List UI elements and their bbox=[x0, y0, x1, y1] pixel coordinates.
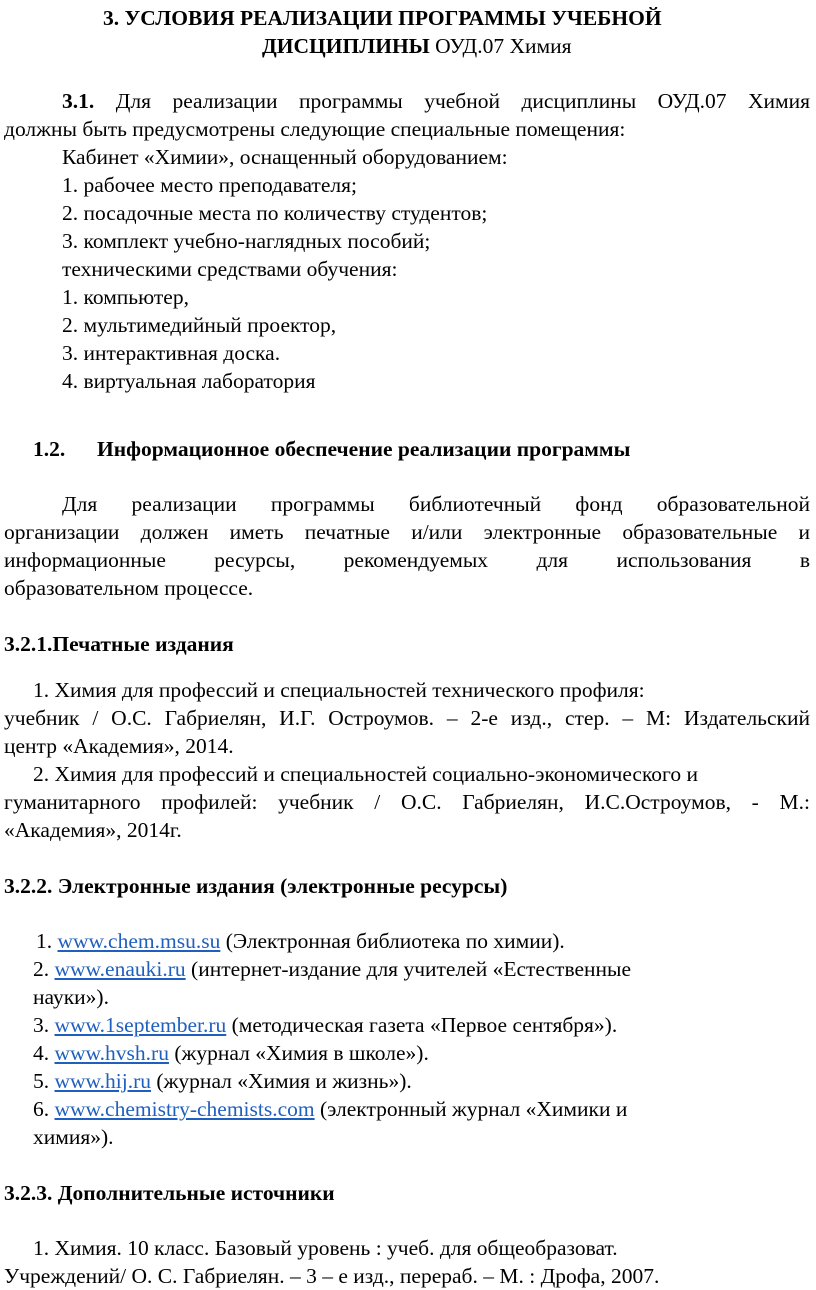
equipment-item: 1. рабочее место преподавателя; bbox=[62, 173, 357, 197]
section-3-2-1-heading: 3.2.1.Печатные издания bbox=[4, 632, 234, 656]
page-title-line-2 bbox=[262, 32, 572, 60]
printed-item-line: 1. Химия для профессий и специальностей технического профиля: bbox=[33, 678, 645, 702]
printed-item-line: «Академия», 2014г. bbox=[4, 818, 182, 842]
resource-number: 3. bbox=[33, 1013, 55, 1037]
resource-item bbox=[33, 1039, 429, 1067]
resource-item bbox=[33, 955, 631, 983]
section-3-1-intro-line-2: должны быть предусмотрены следующие специальные помещения: bbox=[4, 117, 626, 141]
resource-item bbox=[33, 1095, 627, 1123]
resource-number: 2. bbox=[33, 957, 55, 981]
section-1-2-heading: Информационное обеспечение реализации программы bbox=[97, 437, 631, 461]
resource-description: (журнал «Химия в школе»). bbox=[168, 1041, 429, 1065]
equipment-item: 2. посадочные места по количеству студентов; bbox=[62, 201, 488, 225]
page-title-bold: ДИСЦИПЛИНЫ bbox=[262, 34, 430, 58]
resource-description: (журнал «Химия и жизнь»). bbox=[151, 1069, 412, 1093]
resource-number: 1. bbox=[36, 929, 58, 953]
section-3-1-number: 3.1. bbox=[62, 89, 95, 113]
resource-item-continuation: химия»). bbox=[33, 1125, 114, 1149]
resource-link[interactable]: www.hvsh.ru bbox=[54, 1041, 169, 1065]
resource-link[interactable]: www.hij.ru bbox=[54, 1069, 152, 1093]
equipment-item: 3. комплект учебно-наглядных пособий; bbox=[62, 229, 431, 253]
resource-description: (Электронная библиотека по химии). bbox=[220, 929, 565, 953]
resource-description: (интернет-издание для учителей «Естественные bbox=[185, 957, 632, 981]
tech-item: 3. интерактивная доска. bbox=[62, 341, 281, 365]
resource-description: (электронный журнал «Химики и bbox=[314, 1097, 628, 1121]
section-3-1-intro-line-1 bbox=[62, 87, 810, 115]
paragraph-line: Для реализации программы библиотечный фонд образовательной bbox=[62, 492, 810, 516]
additional-source-line: Учреждений/ О. С. Габриелян. – 3 – е изд., перераб. – М. : Дрофа, 2007. bbox=[4, 1264, 660, 1288]
resource-item-continuation: науки»). bbox=[33, 985, 109, 1009]
printed-item-line: гуманитарного профилей: учебник / О.С. Габриелян, И.С.Остроумов, - М.: bbox=[4, 790, 810, 814]
printed-item-line: учебник / О.С. Габриелян, И.Г. Остроумов. – 2-е изд., стер. – М: Издательский bbox=[4, 706, 810, 730]
resource-number: 4. bbox=[33, 1041, 55, 1065]
cabinet-line: Кабинет «Химии», оснащенный оборудованием: bbox=[62, 145, 508, 169]
tech-item: 4. виртуальная лаборатория bbox=[62, 369, 316, 393]
paragraph-line: образовательном процессе. bbox=[4, 576, 254, 600]
printed-item-line: 2. Химия для профессий и специальностей социально-экономического и bbox=[33, 762, 698, 786]
page-title-line-1: 3. УСЛОВИЯ РЕАЛИЗАЦИИ ПРОГРАММЫ УЧЕБНОЙ bbox=[103, 6, 662, 30]
section-1-2-number: 1.2. bbox=[33, 437, 66, 461]
section-3-1-intro-text: Для реализации программы учебной дисциплины ОУД.07 Химия bbox=[94, 89, 810, 113]
resource-item bbox=[33, 1011, 617, 1039]
section-3-2-2-heading: 3.2.2. Электронные издания (электронные ресурсы) bbox=[4, 874, 508, 898]
section-3-2-3-heading: 3.2.3. Дополнительные источники bbox=[4, 1181, 335, 1205]
printed-item-line: центр «Академия», 2014. bbox=[4, 734, 234, 758]
resource-description: (методическая газета «Первое сентября»). bbox=[226, 1013, 618, 1037]
tech-item: 1. компьютер, bbox=[62, 285, 189, 309]
tech-intro-line: техническими средствами обучения: bbox=[62, 257, 398, 281]
resource-link[interactable]: www.enauki.ru bbox=[54, 957, 186, 981]
resource-number: 5. bbox=[33, 1069, 55, 1093]
page-title-subject: ОУД.07 Химия bbox=[429, 34, 572, 58]
paragraph-line: информационные ресурсы, рекомендуемых для использования в bbox=[4, 548, 810, 572]
resource-link[interactable]: www.chemistry-chemists.com bbox=[54, 1097, 315, 1121]
paragraph-line: организации должен иметь печатные и/или электронные образовательные и bbox=[4, 520, 810, 544]
resource-item bbox=[33, 1067, 412, 1095]
resource-item bbox=[36, 927, 565, 955]
resource-link[interactable]: www.chem.msu.su bbox=[57, 929, 221, 953]
resource-link[interactable]: www.1september.ru bbox=[54, 1013, 227, 1037]
tech-item: 2. мультимедийный проектор, bbox=[62, 313, 337, 337]
additional-source-line: 1. Химия. 10 класс. Базовый уровень : учеб. для общеобразоват. bbox=[33, 1236, 618, 1260]
resource-number: 6. bbox=[33, 1097, 55, 1121]
